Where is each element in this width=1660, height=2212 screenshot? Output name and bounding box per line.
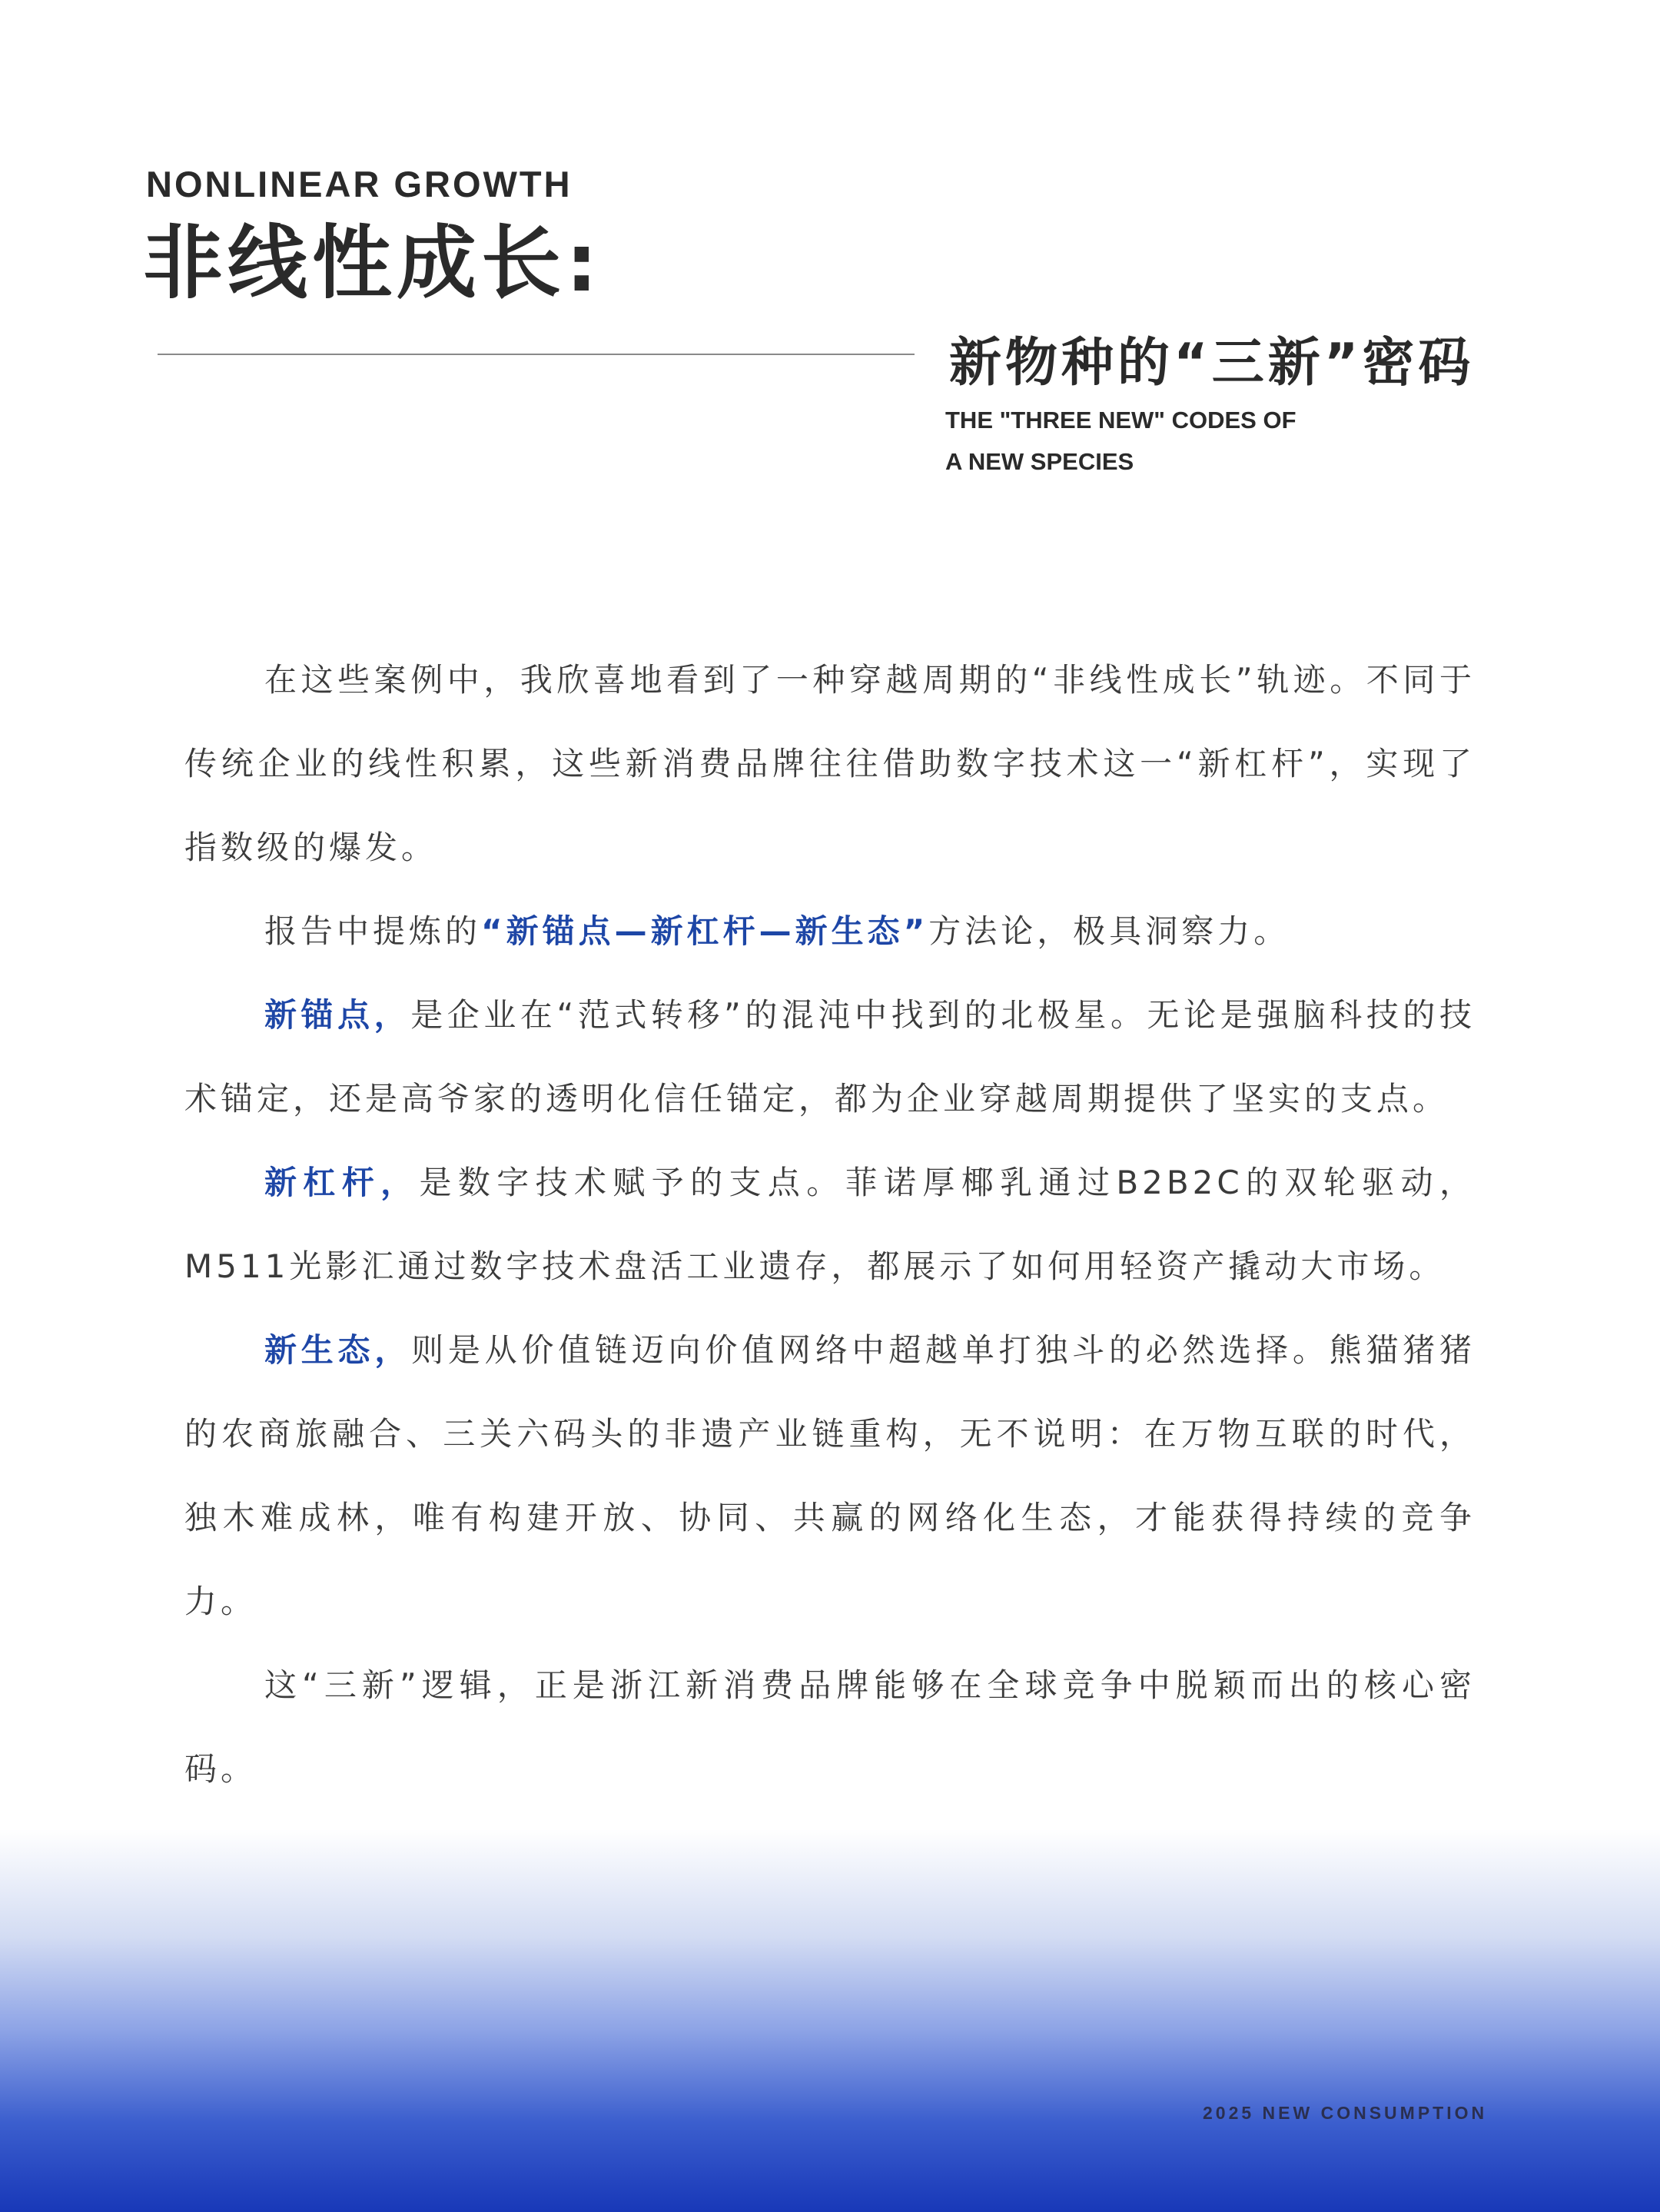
subtitle-english-line-1: THE "THREE NEW" CODES OF <box>945 407 1296 433</box>
new-anchor-highlight: 新锚点， <box>264 996 411 1034</box>
paragraph-new-anchor <box>184 973 1476 1141</box>
paragraph-new-ecosystem <box>184 1308 1476 1643</box>
methodology-lead-text: 报告中提炼的 <box>264 912 482 950</box>
paragraph-intro: 在这些案例中，我欣喜地看到了一种穿越周期的“非线性成长”轨迹。不同于传统企业的线性积累，这些新消费品牌往往借助数字技术这一“新杠杆”，实现了指数级的爆发。 <box>184 661 1476 866</box>
new-ecosystem-text: 则是从价值链迈向价值网络中超越单打独斗的必然选择。熊猫猪猪的农商旅融合、三关六码头的非遗产业链重构，无不说明：在万物互联的时代，独木难成林，唯有构建开放、协同、共赢的网络化生态，才能获得持续的竞争力。 <box>184 1331 1476 1620</box>
article-body <box>184 638 1476 1811</box>
methodology-highlight: “新锚点—新杠杆—新生态” <box>481 912 929 950</box>
new-anchor-text: 是企业在“范式转移”的混沌中找到的北极星。无论是强脑科技的技术锚定，还是高爷家的透明化信任锚定，都为企业穿越周期提供了坚实的支点。 <box>184 996 1476 1118</box>
subtitle-chinese: 新物种的“三新”密码 <box>949 333 1475 394</box>
new-lever-text: 是数字技术赋予的支点。菲诺厚椰乳通过B2B2C的双轮驱动，M511光影汇通过数字技术盘活工业遗存，都展示了如何用轻资产撬动大市场。 <box>184 1164 1476 1285</box>
subtitle-english-line-2: A NEW SPECIES <box>945 448 1134 475</box>
divider-line <box>158 354 915 355</box>
new-ecosystem-highlight: 新生态， <box>264 1331 412 1369</box>
paragraph-conclusion: 这“三新”逻辑，正是浙江新消费品牌能够在全球竞争中脱颖而出的核心密码。 <box>184 1666 1476 1788</box>
header-english-title: NONLINEAR GROWTH <box>146 164 573 204</box>
paragraph-methodology <box>184 889 1476 973</box>
footer-label: 2025 NEW CONSUMPTION <box>1203 2103 1488 2123</box>
header-chinese-title: 非线性成长: <box>143 216 603 310</box>
paragraph-new-lever <box>184 1141 1476 1308</box>
subtitle-english <box>945 400 1296 483</box>
new-lever-highlight: 新杠杆， <box>264 1164 420 1201</box>
methodology-tail-text: 方法论，极具洞察力。 <box>928 912 1290 950</box>
